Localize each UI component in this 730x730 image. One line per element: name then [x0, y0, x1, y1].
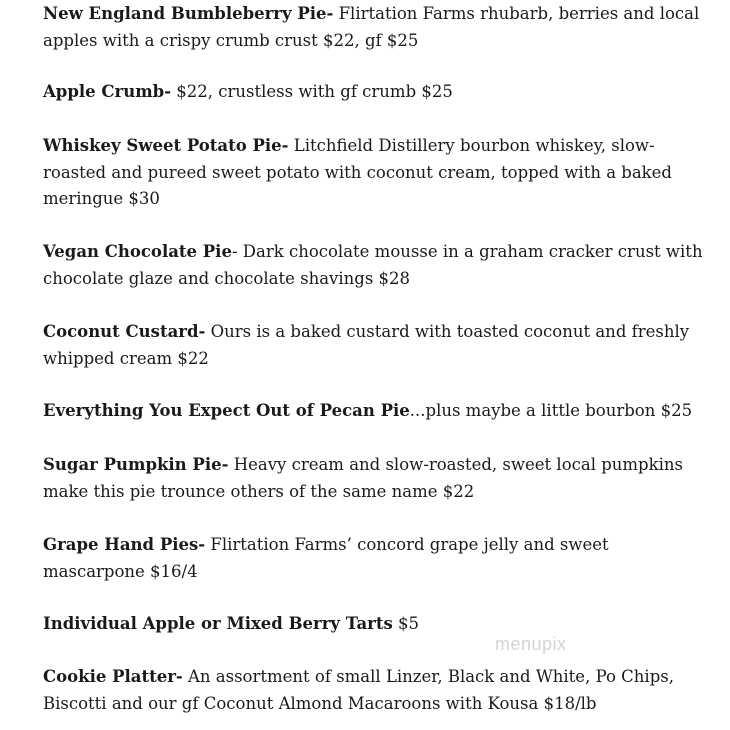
- menu-item: [43, 133, 713, 213]
- menu-item-name: Everything You Expect Out of Pecan Pie: [43, 401, 410, 420]
- menu-item: [43, 239, 713, 292]
- menu-item: [43, 319, 713, 372]
- menu-item-name: Grape Hand Pies-: [43, 535, 206, 554]
- menu-item-description: Flirtation Farms rhubarb, berries and local apples with a crispy crumb crust $22, gf $25: [43, 4, 700, 50]
- menu-item: [43, 398, 713, 425]
- menu-item-name: Cookie Platter-: [43, 667, 183, 686]
- menu-item-name: Whiskey Sweet Potato Pie-: [43, 136, 289, 155]
- menu-item: [43, 79, 713, 106]
- menu-item-description: Ours is a baked custard with toasted coconut and freshly whipped cream $22: [43, 322, 690, 368]
- menu-item-description: Litchfield Distillery bourbon whiskey, slow-roasted and pureed sweet potato with coconut cream, topped with a baked meringue $30: [43, 136, 672, 208]
- menu-item-description: Flirtation Farms’ concord grape jelly and sweet mascarpone $16/4: [43, 535, 609, 581]
- menu-item-description: Heavy cream and slow-roasted, sweet local pumpkins make this pie trounce others of the same name $22: [43, 455, 683, 501]
- menu-item: [43, 452, 713, 505]
- menu-item-name: Apple Crumb-: [43, 82, 172, 101]
- menu-item-description: $22, crustless with gf crumb $25: [171, 82, 453, 101]
- menu-item-description: ...plus maybe a little bourbon $25: [409, 401, 693, 420]
- menu-item: [43, 611, 713, 638]
- menu-item-description: $5: [392, 614, 419, 633]
- menu-item-description: - Dark chocolate mousse in a graham cracker crust with chocolate glaze and chocolate shavings $28: [43, 242, 703, 288]
- menu-item-name: New England Bumbleberry Pie-: [43, 4, 334, 23]
- menu-item: [43, 532, 713, 585]
- menu-item-name: Coconut Custard-: [43, 322, 206, 341]
- menupix-watermark: menupix: [495, 634, 567, 654]
- menu-item-description: An assortment of small Linzer, Black and White, Po Chips, Biscotti and our gf Coconut Almond Macaroons with Kousa $18/lb: [43, 667, 674, 713]
- menu-item: [43, 1, 713, 54]
- menu-item-name: Vegan Chocolate Pie: [43, 242, 232, 261]
- menu-item-name: Individual Apple or Mixed Berry Tarts: [43, 614, 393, 633]
- menu-item-name: Sugar Pumpkin Pie-: [43, 455, 229, 474]
- menu-item: [43, 664, 713, 717]
